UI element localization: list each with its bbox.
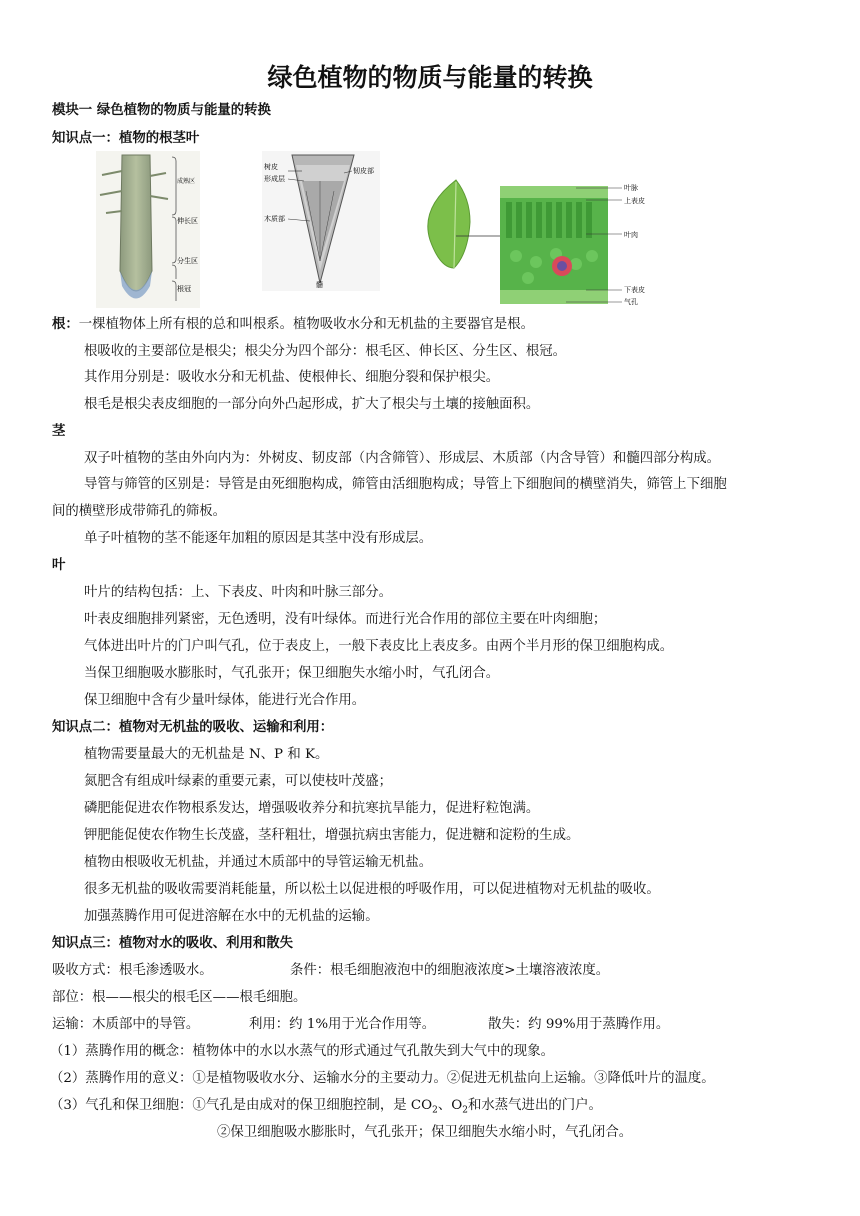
stem-paragraph-2a: 导管与筛管的区别是：导管是由死细胞构成，筛管由活细胞构成；导管上下细胞间的横壁消失，筛管上下细胞 [84,477,727,492]
root-paragraph-1 [52,316,822,334]
stem-paragraph-2b: 间的横壁形成带筛孔的筛板。 [52,504,227,519]
stem-label-pith: 髓 [316,281,323,289]
kp2-line-5: 植物由根吸收无机盐，并通过木质部中的导管运输无机盐。 [84,855,433,870]
kp2-line-3: 磷肥能促进农作物根系发达，增强吸收养分和抗寒抗旱能力，促进籽粒饱满。 [84,801,540,816]
kp2-line-7: 加强蒸腾作用可促进溶解在水中的无机盐的运输。 [84,909,379,924]
leaf-paragraph-3: 气体进出叶片的门户叫气孔，位于表皮上，一般下表皮比上表皮多。由两个半月形的保卫细胞构成。 [84,639,674,654]
leaf-paragraph-4: 当保卫细胞吸水膨胀时，气孔张开；保卫细胞失水缩小时，气孔闭合。 [84,666,500,681]
kp1-heading: 知识点一：植物的根茎叶 [52,131,200,146]
kp3-t3-post: 和水蒸气进出的门户。 [468,1098,602,1113]
kp2-line-2: 氮肥含有组成叶绿素的重要元素，可以使枝叶茂盛； [84,774,392,789]
module-heading: 模块一 绿色植物的物质与能量的转换 [52,103,271,118]
root-paragraph-4: 根毛是根尖表皮细胞的一部分向外凸起形成，扩大了根尖与土壤的接触面积。 [84,397,540,412]
leaf-paragraph-1: 叶片的结构包括：上、下表皮、叶肉和叶脉三部分。 [84,585,392,600]
kp3-t3-pre: （3）气孔和保卫细胞：①气孔是由成对的保卫细胞控制，是 CO [50,1098,433,1113]
kp3-transpiration-2: （2）蒸腾作用的意义：①是植物吸收水分、运输水分的主要动力。②促进无机盐向上运输。③降低叶片的温度。 [50,1071,715,1086]
kp3-loss: 散失：约 99%用于蒸腾作用。 [488,1017,670,1032]
root-tip-figure [96,151,200,308]
kp3-t3-mid: 、O [437,1098,463,1113]
kp3-use: 利用：约 1%用于光合作用等。 [249,1017,436,1032]
root-paragraph-2: 根吸收的主要部位是根尖；根尖分为四个部分：根毛区、伸长区、分生区、根冠。 [84,344,567,359]
stem-label-xylem: 木质部 [264,215,285,223]
leaf-paragraph-2: 叶表皮细胞排列紧密，无色透明，没有叶绿体。而进行光合作用的部位主要在叶肉细胞； [84,612,607,627]
leaf-label-lower-epidermis: 下表皮 [624,286,645,294]
page-title: 绿色植物的物质与能量的转换 [267,63,593,92]
kp3-t3-sub1: 2 [432,1105,438,1116]
stem-heading: 茎 [52,424,66,439]
kp3-t3-sub2: 2 [462,1105,468,1116]
leaf-paragraph-5: 保卫细胞中含有少量叶绿体，能进行光合作用。 [84,693,366,708]
stem-section-figure [262,151,380,291]
leaf-heading: 叶 [52,558,66,573]
kp3-condition: 条件：根毛细胞液泡中的细胞液浓度>土壤溶液浓度。 [290,963,610,978]
stem-label-bark: 树皮 [264,163,278,171]
kp3-transpiration-4: ②保卫细胞吸水膨胀时，气孔张开；保卫细胞失水缩小时，气孔闭合。 [217,1125,633,1140]
root-text-1: 一棵植物体上所有根的总和叫根系。植物吸收水分和无机盐的主要器官是根。 [78,317,535,332]
stem-label-phloem: 韧皮部 [353,167,374,175]
kp3-transpiration-1: （1）蒸腾作用的概念：植物体中的水以水蒸气的形式通过气孔散失到大气中的现象。 [50,1044,554,1059]
leaf-label-vein: 叶脉 [624,184,638,192]
stem-label-cambium: 形成层 [264,175,285,183]
root-label-elongation: 伸长区 [177,217,198,225]
leaf-structure-figure [416,178,656,306]
root-label: 根： [52,317,79,332]
kp2-line-6: 很多无机盐的吸收需要消耗能量，所以松土以促进根的呼吸作用，可以促进植物对无机盐的吸收。 [84,882,660,897]
leaf-label-stoma: 气孔 [624,298,638,306]
kp3-site: 部位：根——根尖的根毛区——根毛细胞。 [52,990,307,1005]
kp3-heading: 知识点三：植物对水的吸收、利用和散失 [52,936,294,951]
root-label-meristem: 分生区 [177,257,198,265]
kp3-transport: 运输：木质部中的导管。 [52,1017,200,1032]
kp2-line-4: 钾肥能促使农作物生长茂盛，茎秆粗壮，增强抗病虫害能力，促进糖和淀粉的生成。 [84,828,580,843]
kp2-heading: 知识点二：植物对无机盐的吸收、运输和利用： [52,720,334,735]
kp2-line-1: 植物需要量最大的无机盐是 N、P 和 K。 [84,747,329,762]
stem-paragraph-3: 单子叶植物的茎不能逐年加粗的原因是其茎中没有形成层。 [84,531,433,546]
leaf-label-upper-epidermis: 上表皮 [624,197,645,205]
leaf-label-mesophyll: 叶肉 [624,231,638,239]
stem-paragraph-1: 双子叶植物的茎由外向内为：外树皮、韧皮部（内含筛管）、形成层、木质部（内含导管）和髓四部分构成。 [84,451,721,466]
kp3-absorb: 吸收方式：根毛渗透吸水。 [52,963,213,978]
kp3-transpiration-3 [50,1097,820,1120]
root-paragraph-3: 其作用分别是：吸收水分和无机盐、使根伸长、细胞分裂和保护根尖。 [84,370,500,385]
root-label-mature: 成熟区 [177,178,196,185]
root-label-cap: 根冠 [177,285,191,293]
